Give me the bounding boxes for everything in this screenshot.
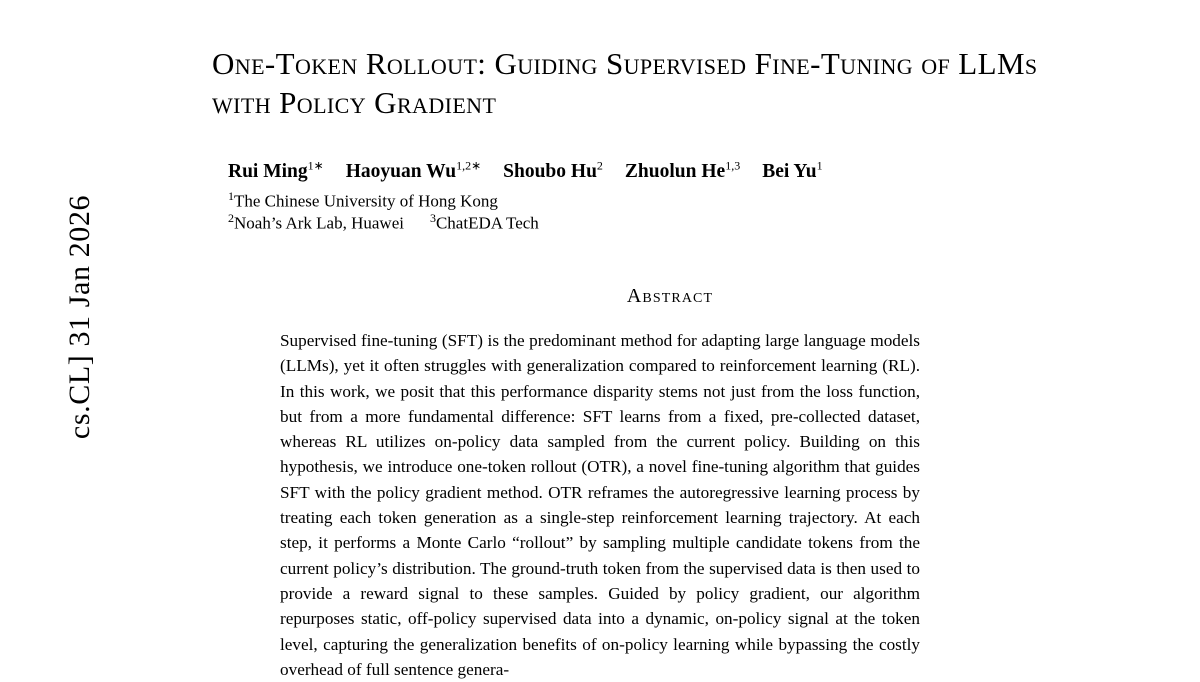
affiliation-mark: 2 [228,211,234,225]
author-entry [624,158,741,182]
author-affiliation-marks: 1,3 [725,158,741,172]
page-title: One-Token Rollout: Guiding Supervised Fine-Tuning of LLMs with Policy Gradient [212,46,1038,120]
author-affiliation-marks: 1∗ [307,158,324,172]
paper-page [140,0,1200,679]
author-affiliation-marks: 1,2∗ [456,158,482,172]
affiliation-mark: 1 [228,189,234,203]
affiliation-line [228,207,1088,235]
author-list [228,158,1088,183]
affiliation-text: The Chinese University of Hong Kong [234,191,498,211]
abstract-heading: Abstract [626,285,714,307]
arxiv-stamp-text: cs.CL] 31 Jan 2026 [63,194,96,440]
author-name: Rui Ming [228,160,308,182]
author-affiliation-marks: 1 [816,158,823,172]
author-entry [228,158,324,182]
arxiv-margin-stamp [0,0,140,648]
author-name: Haoyuan Wu [345,160,457,182]
author-entry [503,158,603,182]
affiliation-text: ChatEDA Tech [435,213,539,233]
author-affiliation-marks: 2 [596,158,603,172]
author-entry [345,158,482,182]
author-name: Shoubo Hu [503,160,597,182]
affiliation-text: Noah’s Ark Lab, Huawei [234,213,404,233]
abstract-body: Supervised fine-tuning (SFT) is the predominant method for adapting large language models (LLMs), yet it often struggles with generalization compared to reinforcement learning (RL). In this work, we posit that this performance disparity stems not just from the loss function, but from a more fundamental difference: SFT learns from a fixed, pre-collected dataset, whereas RL utilizes on-policy data sampled from the current policy. Building on this hypothesis, we introduce one-token rollout (OTR), a novel fine-tuning algorithm that guides SFT with the policy gradient method. OTR reframes the autoregressive learning process by treating each token generation as a single-step reinforcement learning trajectory. At each step, it performs a Monte Carlo “rollout” by sampling multiple candidate tokens from the current policy’s distribution. The ground-truth token from the supervised data is then used to provide a reward signal to these samples. Guided by policy gradient, our algorithm repurposes static, off-policy supervised data into a dynamic, on-policy signal at the token level, capturing the generalization benefits of on-policy learning while bypassing the costly overhead of full sentence genera- [280,331,920,679]
affiliation-mark: 3 [429,211,436,225]
author-name: Zhuolun He [624,160,726,182]
author-entry [762,158,823,182]
author-name: Bei Yu [762,160,817,182]
